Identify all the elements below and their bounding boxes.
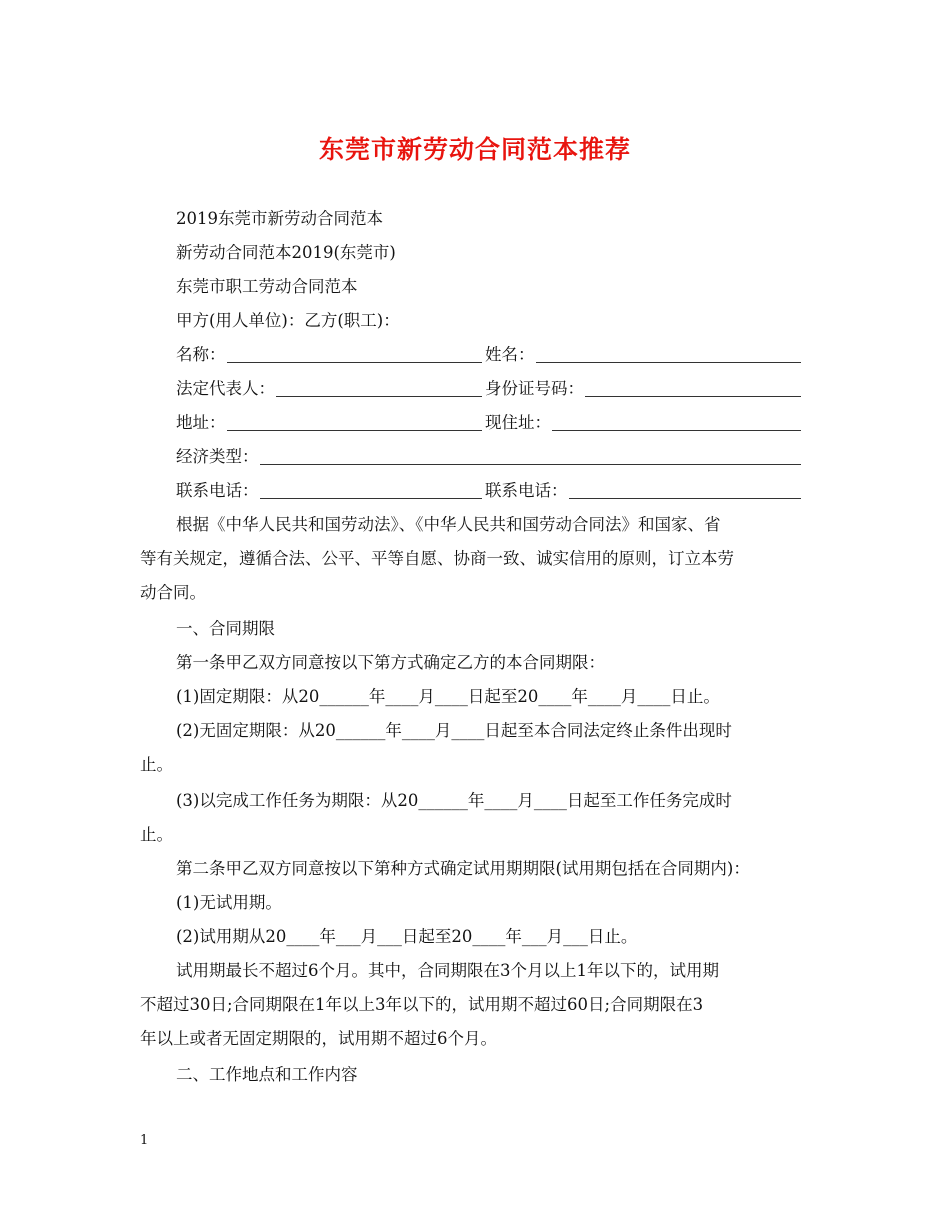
id-number-field: [485, 378, 801, 400]
page-title: 东莞市新劳动合同范本推荐: [318, 135, 631, 164]
field-label: 联系电话：: [176, 481, 259, 500]
employer-phone-field: [176, 480, 482, 502]
article-2: 第二条甲乙双方同意按以下第种方式确定试用期期限(试用期包括在合同期内)：: [176, 859, 750, 878]
article-2-option-1: (1)无试用期。: [176, 893, 282, 912]
article-1-option-2: (2)无固定期限：从20______年____月____日起至本合同法定终止条件出现时: [176, 721, 732, 740]
field-label: 名称：: [176, 345, 226, 364]
blank-line: [276, 396, 482, 397]
article-1-option-1: (1)固定期限：从20______年____月____日起至20____年____月____日止。: [176, 687, 720, 706]
employer-name-field: [176, 344, 482, 366]
employee-phone-field: [485, 480, 801, 502]
field-label: 法定代表人：: [176, 379, 275, 398]
address-field: [176, 412, 482, 434]
field-label: 姓名：: [485, 345, 535, 364]
probation-note-line-1: 试用期最长不超过6个月。其中，合同期限在3个月以上1年以下的，试用期: [176, 961, 719, 980]
blank-line: [536, 362, 802, 363]
article-1: 第一条甲乙双方同意按以下第方式确定乙方的本合同期限：: [176, 653, 605, 672]
blank-line: [552, 430, 801, 431]
field-label: 身份证号码：: [485, 379, 584, 398]
section-heading-2: 二、工作地点和工作内容: [176, 1065, 358, 1084]
page-number: 1: [140, 1133, 149, 1148]
blank-line: [260, 498, 483, 499]
blank-line: [260, 464, 802, 465]
economic-type-field: [176, 446, 801, 468]
article-2-option-2: (2)试用期从20____年___月___日起至20____年___月___日止。: [176, 927, 638, 946]
blank-line: [585, 396, 801, 397]
section-heading-1: 一、合同期限: [176, 619, 275, 638]
article-1-option-3: (3)以完成工作任务为期限：从20______年____月____日起至工作任务完成时: [176, 791, 732, 810]
legal-representative-field: [176, 378, 482, 400]
field-label: 地址：: [176, 413, 226, 432]
blank-line: [569, 498, 802, 499]
parties-heading: 甲方(用人单位)：乙方(职工)：: [176, 311, 400, 330]
preamble-line-1: 根据《中华人民共和国劳动法》、《中华人民共和国劳动合同法》和国家、省: [176, 515, 721, 534]
article-1-option-2-cont: 止。: [140, 755, 173, 774]
field-label: 现住址：: [485, 413, 551, 432]
preamble-line-3: 动合同。: [140, 583, 206, 602]
employee-name-field: [485, 344, 801, 366]
preamble-line-2: 等有关规定，遵循合法、公平、平等自愿、协商一致、诚实信用的原则，订立本劳: [140, 549, 734, 568]
subtitle-line-3: 东莞市职工劳动合同范本: [176, 277, 358, 296]
article-1-option-3-cont: 止。: [140, 825, 173, 844]
current-address-field: [485, 412, 801, 434]
subtitle-line-2: 新劳动合同范本2019(东莞市): [176, 243, 396, 262]
probation-note-line-2: 不超过30日;合同期限在1年以上3年以下的，试用期不超过60日;合同期限在3: [140, 995, 704, 1014]
blank-line: [227, 362, 483, 363]
subtitle-line-1: 2019东莞市新劳动合同范本: [176, 209, 383, 228]
field-label: 联系电话：: [485, 481, 568, 500]
blank-line: [227, 430, 483, 431]
probation-note-line-3: 年以上或者无固定期限的，试用期不超过6个月。: [140, 1029, 497, 1048]
field-label: 经济类型：: [176, 447, 259, 466]
